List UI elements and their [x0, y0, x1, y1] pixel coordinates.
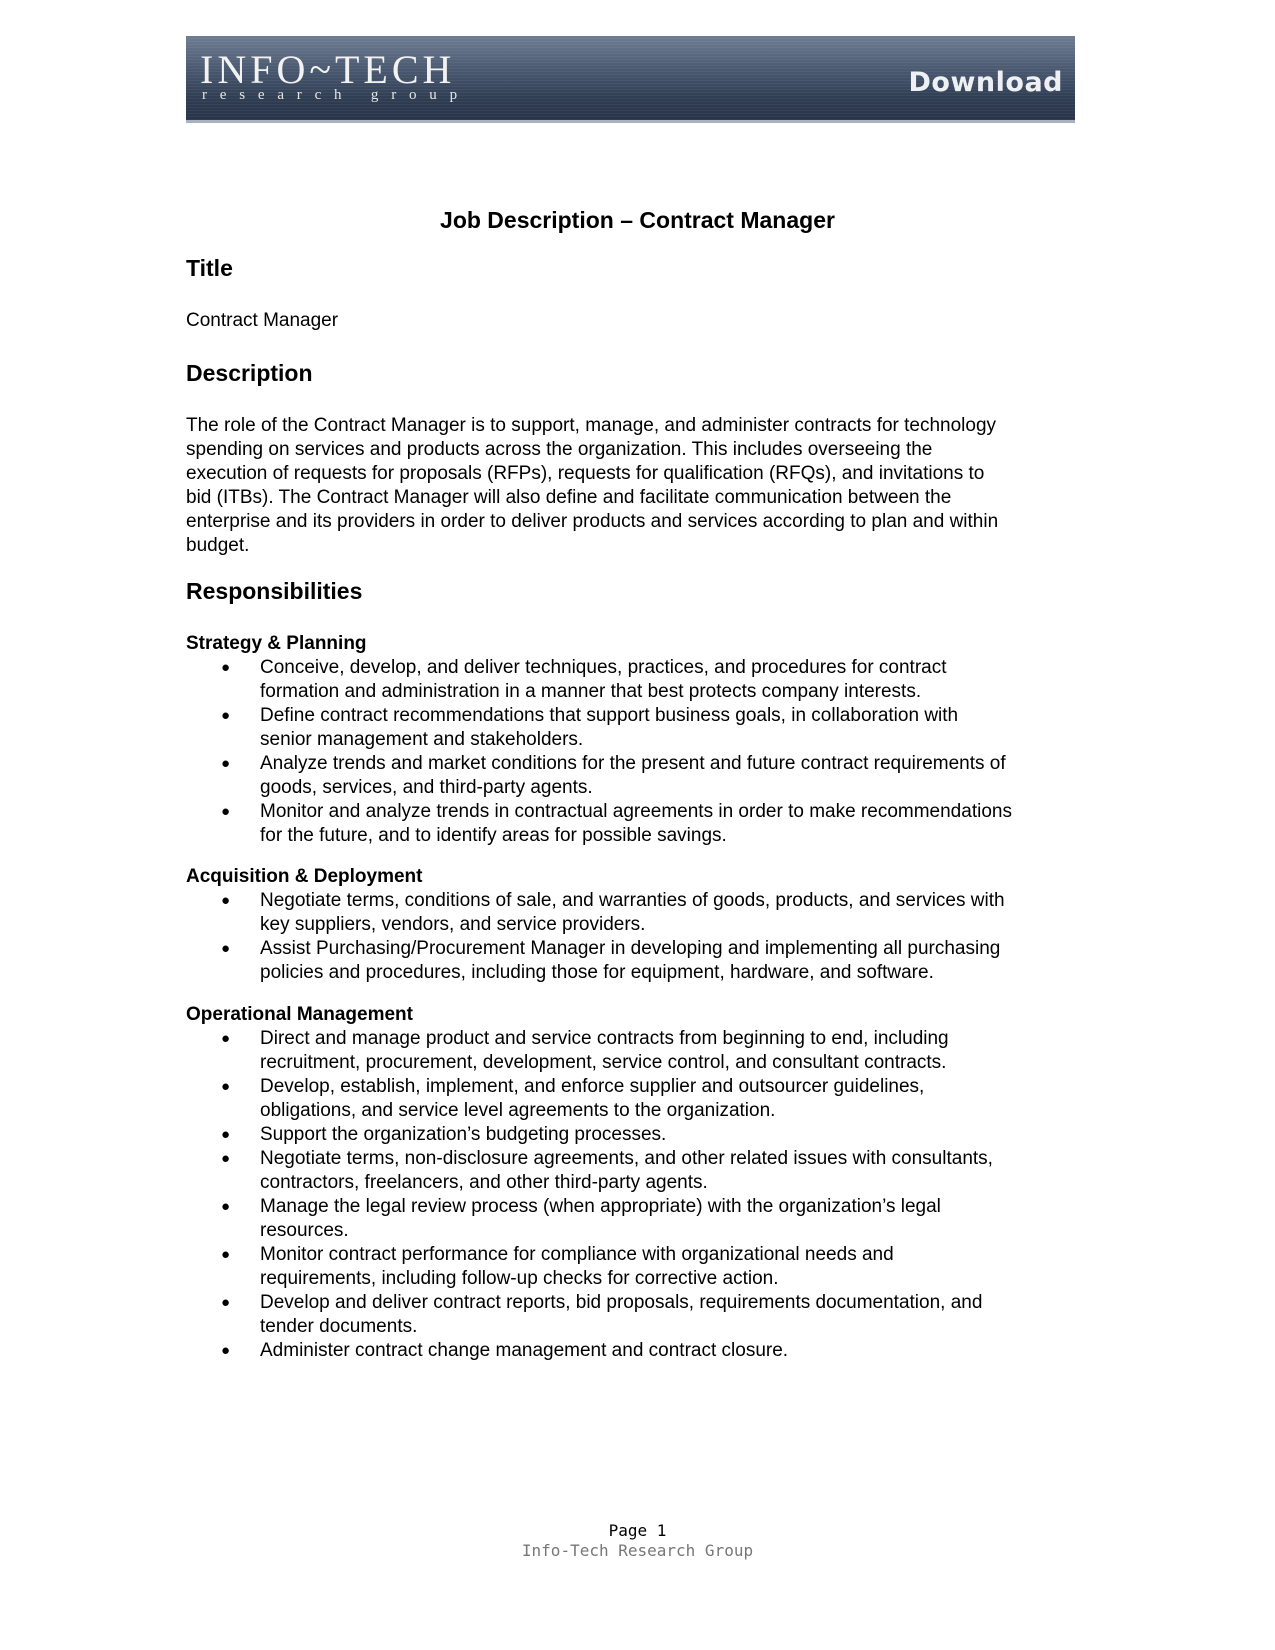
list-item-line: key suppliers, vendors, and service providers. — [260, 914, 646, 935]
bullet-icon: ● — [221, 1126, 231, 1143]
title-text: Contract Manager — [186, 310, 339, 331]
description-paragraph — [186, 414, 998, 558]
description-line: spending on services and products across the organization. This includes overseeing the — [186, 439, 933, 460]
list-item — [0, 1195, 993, 1243]
description-line: The role of the Contract Manager is to support, manage, and administer contracts for technology — [186, 415, 997, 436]
infotech-logo-subtitle: research group — [202, 87, 470, 103]
list-item-line: Define contract recommendations that support business goals, in collaboration with — [260, 705, 959, 726]
list-item-line: Analyze trends and market conditions for the present and future contract requirements of — [260, 753, 1006, 774]
list-item-line: resources. — [260, 1220, 349, 1241]
list-item — [0, 1075, 993, 1123]
list-item — [0, 889, 1005, 937]
bullet-icon: ● — [221, 892, 231, 909]
bullet-icon: ● — [221, 803, 231, 820]
infotech-logo: INFO~TECH — [200, 47, 456, 92]
bullet-icon: ● — [221, 1342, 231, 1359]
list-item-line: Develop and deliver contract reports, bid proposals, requirements documentation, and — [260, 1292, 983, 1313]
list-item-line: Develop, establish, implement, and enforce supplier and outsourcer guidelines, — [260, 1076, 925, 1097]
list-item — [0, 1027, 993, 1075]
list-item-line: goods, services, and third-party agents. — [260, 777, 593, 798]
list-item — [0, 800, 1012, 848]
list-item-line: Monitor and analyze trends in contractual agreements in order to make recommendations — [260, 801, 1012, 822]
list-item — [0, 752, 1012, 800]
list-item-line: Assist Purchasing/Procurement Manager in developing and implementing all purchasing — [260, 938, 1001, 959]
list-item-line: senior management and stakeholders. — [260, 729, 584, 750]
list-item — [0, 1291, 993, 1339]
bullet-icon: ● — [221, 940, 231, 957]
list-item-line: Direct and manage product and service contracts from beginning to end, including — [260, 1028, 949, 1049]
list-item — [0, 704, 1012, 752]
acquisition-list — [0, 889, 1005, 985]
bullet-icon: ● — [221, 707, 231, 724]
list-item — [0, 1147, 993, 1195]
list-item-line: tender documents. — [260, 1316, 418, 1337]
list-item-line: Negotiate terms, conditions of sale, and warranties of goods, products, and services with — [260, 890, 1005, 911]
list-item-line: formation and administration in a manner that best protects company interests. — [260, 681, 922, 702]
list-item-line: requirements, including follow-up checks for corrective action. — [260, 1268, 779, 1289]
list-item-line: Support the organization’s budgeting processes. — [260, 1124, 667, 1145]
bullet-icon: ● — [221, 1198, 231, 1215]
footer-organization: Info-Tech Research Group — [521, 1541, 754, 1560]
responsibilities-heading: Responsibilities — [186, 578, 363, 604]
list-item-line: for the future, and to identify areas for possible savings. — [260, 825, 727, 846]
list-item-line: Conceive, develop, and deliver techniques, practices, and procedures for contract — [260, 657, 947, 678]
title-heading: Title — [186, 255, 233, 281]
header-banner — [186, 36, 1075, 123]
list-item-line: policies and procedures, including those for equipment, hardware, and software. — [260, 962, 934, 983]
acquisition-heading: Acquisition & Deployment — [186, 866, 423, 887]
list-item — [0, 1123, 993, 1147]
list-item-line: recruitment, procurement, development, service control, and consultant contracts. — [260, 1052, 947, 1073]
list-item-line: contractors, freelancers, and other third-party agents. — [260, 1172, 708, 1193]
operational-heading: Operational Management — [186, 1004, 413, 1025]
list-item — [0, 656, 1012, 704]
list-item-line: Monitor contract performance for compliance with organizational needs and — [260, 1244, 894, 1265]
description-line: bid (ITBs). The Contract Manager will also define and facilitate communication between the — [186, 487, 952, 508]
strategy-list — [0, 656, 1012, 848]
list-item — [0, 1339, 993, 1363]
bullet-icon: ● — [221, 1246, 231, 1263]
description-heading: Description — [186, 360, 313, 386]
download-label: Download — [908, 67, 1063, 98]
strategy-heading: Strategy & Planning — [186, 633, 367, 654]
list-item — [0, 937, 1005, 985]
page-number: Page 1 — [608, 1521, 667, 1540]
bullet-icon: ● — [221, 1294, 231, 1311]
operational-list — [0, 1027, 993, 1363]
bullet-icon: ● — [221, 1150, 231, 1167]
list-item-line: Manage the legal review process (when appropriate) with the organization’s legal — [260, 1196, 941, 1217]
list-item-line: obligations, and service level agreements to the organization. — [260, 1100, 776, 1121]
description-line: execution of requests for proposals (RFPs), requests for qualification (RFQs), and invitations to — [186, 463, 985, 484]
description-line: budget. — [186, 535, 250, 556]
document-title: Job Description – Contract Manager — [440, 207, 835, 233]
bullet-icon: ● — [221, 659, 231, 676]
list-item-line: Negotiate terms, non-disclosure agreements, and other related issues with consultants, — [260, 1148, 993, 1169]
list-item — [0, 1243, 993, 1291]
bullet-icon: ● — [221, 755, 231, 772]
bullet-icon: ● — [221, 1030, 231, 1047]
list-item-line: Administer contract change management and contract closure. — [260, 1340, 789, 1361]
description-line: enterprise and its providers in order to deliver products and services according to plan and within — [186, 511, 999, 532]
bullet-icon: ● — [221, 1078, 231, 1095]
